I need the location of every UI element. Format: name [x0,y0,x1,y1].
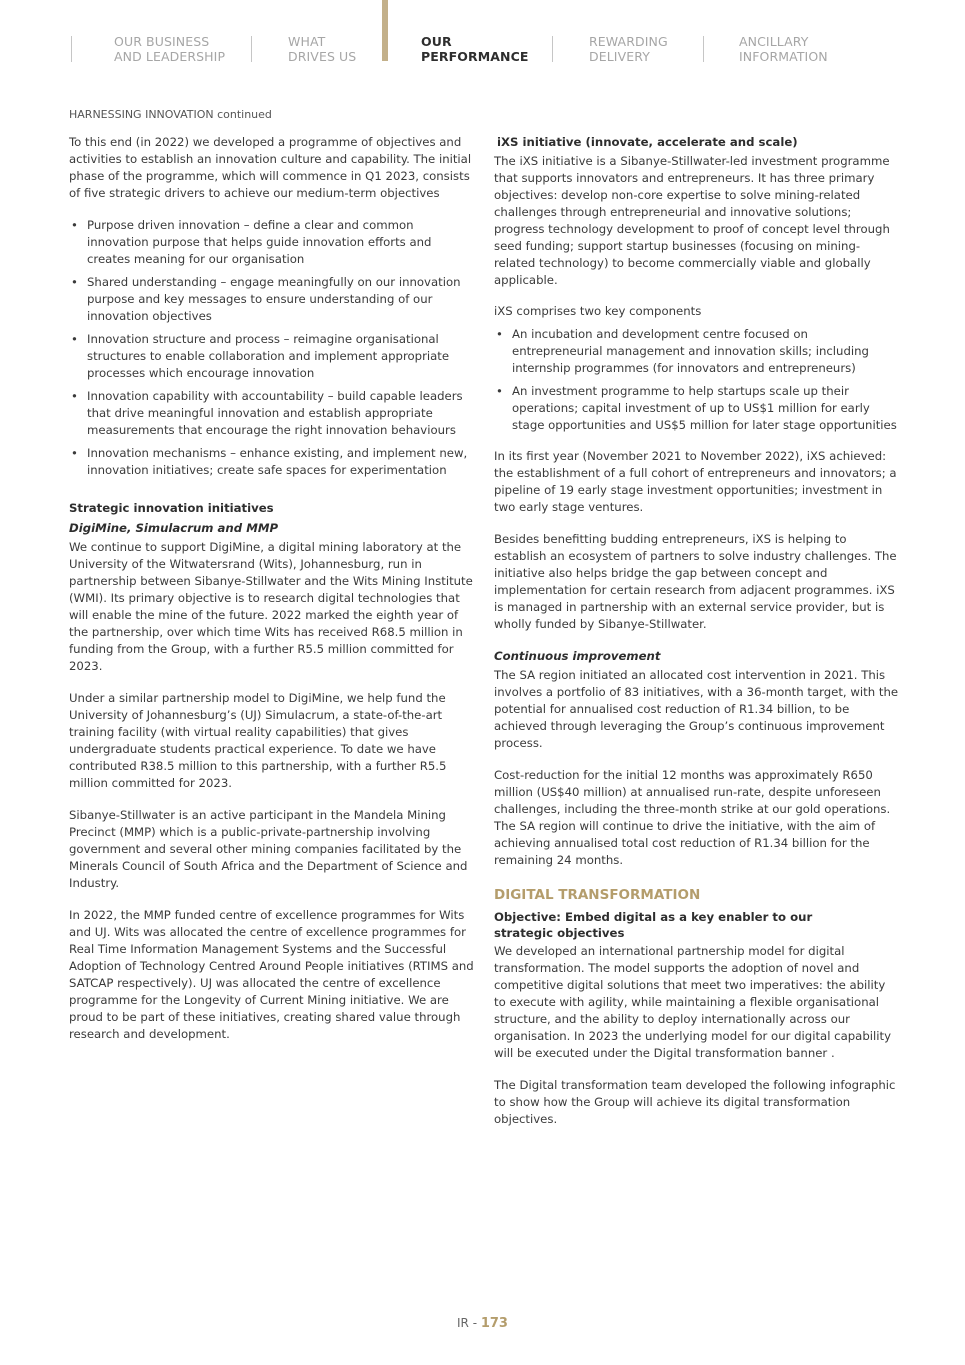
nav-item-line: DRIVES US [288,49,357,64]
heading-continuous-improvement: Continuous improvement [494,649,661,663]
nav-item-line: ANCILLARY [739,34,809,49]
left-column [69,134,474,1058]
paragraph-ecosystem: Besides benefitting budding entrepreneurs, iXS is helping to establish an ecosystem of partners to solve industry challenges. The initiative also helps bridge the gap between concept and implementation for certain research from adjacent programmes. iXS is managed in partnership with an external service provider, but is wholly funded by Sibanye-Stillwater. [494,532,897,631]
nav-separator [552,36,553,62]
nav-item-line: WHAT [288,34,326,49]
top-navigation [0,0,965,80]
nav-item-line: REWARDING [589,34,668,49]
heading-digital-transformation: DIGITAL TRANSFORMATION [494,887,701,903]
page-footer [0,1316,965,1331]
paragraph-infographic: The Digital transformation team developed the following infographic to show how the Group will achieve its digital transformation objectives. [494,1078,896,1126]
list-item: • Purpose driven innovation – define a clear and common innovation purpose that helps guide innovation efforts and creates meaning for our organisation [69,217,474,268]
nav-active-indicator [382,0,388,61]
paragraph-digital-transformation: We developed an international partnership model for digital transformation. The model supports the adoption of novel and competitive digital solutions that meet two imperatives: the ability to execute with agility, while maintaining a flexible organisational structure, and the ability to deploy internationally across our organisation. In 2023 the underlying model for our digital capability will be executed under the Digital transformation banner . [494,944,891,1060]
paragraph-mmp-2022: In 2022, the MMP funded centre of excellence programmes for Wits and UJ. Wits was allocated the centre of excellence programmes for Real Time Information Management Systems and the Successful Adoption of Technology Centred Around People initiatives (RTIMS and SATCAP respectively). UJ was allocated the centre of excellence programme for the Longevity of Current Mining initiative. We are proud to be part of these initiatives, creating shared value through research and development. [69,908,474,1041]
list-item: • An investment programme to help startups scale up their operations; capital investment of up to US$1 million for early stage opportunities and US$5 million for later stage opportunities [494,383,899,434]
nav-separator [251,36,252,62]
paragraph-continuous-improvement: The SA region initiated an allocated cost intervention in 2021. This involves a portfolio of 83 initiatives, with a 36-month target, with the potential for annualised cost reduction of R1.34 billion, to be achieved through leveraging the Group’s continuous improvement process. [494,668,899,750]
paragraph-ixs-components: iXS comprises two key components [494,304,702,318]
heading-ixs: iXS initiative (innovate, accelerate and scale) [497,135,798,149]
right-column [494,134,899,1143]
nav-item-rewarding-delivery[interactable] [589,34,668,64]
paragraph-first-year: In its first year (November 2021 to November 2022), iXS achieved: the establishment of a full cohort of entrepreneurs and innovators; a pipeline of 19 early stage investment opportunities; investment in two early stage ventures. [494,449,897,514]
paragraph-mmp: Sibanye-Stillwater is an active participant in the Mandela Mining Precinct (MMP) which is a public-private-partnership involving government and several other mining companies facilitated by the Minerals Council of South Africa and the Department of Science and Industry. [69,808,468,890]
list-item: • Innovation mechanisms – enhance existing, and implement new, innovation initiatives; create safe spaces for experimentation [69,445,474,479]
nav-item-line: DELIVERY [589,49,650,64]
nav-item-line: PERFORMANCE [421,49,529,64]
heading-objective: Objective: Embed digital as a key enabler to our strategic objectives [494,910,813,940]
paragraph-ixs: The iXS initiative is a Sibanye-Stillwater-led investment programme that supports innovators and entrepreneurs. It has three primary objectives: develop non-core expertise to solve mining-related challenges through entrepreneurial and innovative solutions; progress technology development to proof of concept level through seed funding; support startup businesses (focusing on mining-related technology) to become commercially viable and globally applicable. [494,154,890,287]
nav-item-ancillary-information[interactable] [739,34,828,64]
section-label: HARNESSING INNOVATION continued [69,108,272,121]
nav-item-our-performance[interactable] [421,34,529,64]
heading-digimine: DigiMine, Simulacrum and MMP [69,521,279,535]
paragraph-digimine: We continue to support DigiMine, a digital mining laboratory at the University of the Witwatersrand (Wits), Johannesburg, run in partnership between Sibanye-Stillwater and the Wits Mining Institute (WMI). Its primary objective is to research digital technologies that will enable the mine of the future. 2022 marked the eighth year of the partnership, over which time Wits has received R68.5 million in funding from the Group, with a further R5.5 million committed for 2023. [69,540,473,673]
strategic-drivers-list [69,217,474,479]
list-item: • Shared understanding – engage meaningfully on our innovation purpose and key messages to ensure understanding of our innovation objectives [69,274,474,325]
list-item: • An incubation and development centre focused on entrepreneurial management and innovation skills; including internship programmes (for innovators and entrepreneurs) [494,326,899,377]
nav-item-line: INFORMATION [739,49,828,64]
nav-separator [71,36,72,62]
nav-item-line: OUR BUSINESS [114,34,210,49]
nav-separator [703,36,704,62]
nav-item-line: AND LEADERSHIP [114,49,226,64]
nav-item-what-drives-us[interactable] [288,34,356,64]
page-number: 173 [480,1316,508,1331]
paragraph-cost-reduction: Cost-reduction for the initial 12 months was approximately R650 million (US$40 million) at annualised run-rate, despite unforeseen challenges, including the three-month strike at our gold operations. The SA region will continue to drive the initiative, with the aim of achieving annualised total cost reduction of R1.34 billion for the remaining 24 months. [494,768,891,867]
intro-paragraph: To this end (in 2022) we developed a programme of objectives and activities to establish an innovation culture and capability. The initial phase of the programme, which will commence in Q1 2023, consists of five strategic drivers to achieve our medium-term objectives [69,135,472,200]
list-item: • Innovation capability with accountability – build capable leaders that drive meaningful innovation and establish appropriate measurements that encourage the right innovation behaviours [69,388,474,439]
nav-item-business-leadership[interactable] [114,34,225,64]
nav-item-line: OUR [421,34,452,49]
footer-prefix: IR - [457,1316,481,1330]
list-item: • Innovation structure and process – reimagine organisational structures to enable collaboration and implement appropriate processes which encourage innovation [69,331,474,382]
ixs-components-list [494,326,899,434]
heading-strategic-initiatives: Strategic innovation initiatives [69,501,274,515]
paragraph-simulacrum: Under a similar partnership model to DigiMine, we help fund the University of Johannesburg’s (UJ) Simulacrum, a state-of-the-art training facility (with virtual reality capabilities) that gives undergraduate students practical experience. To date we have contributed R38.5 million to this partnership, with a further R5.5 million committed for 2023. [69,691,447,790]
